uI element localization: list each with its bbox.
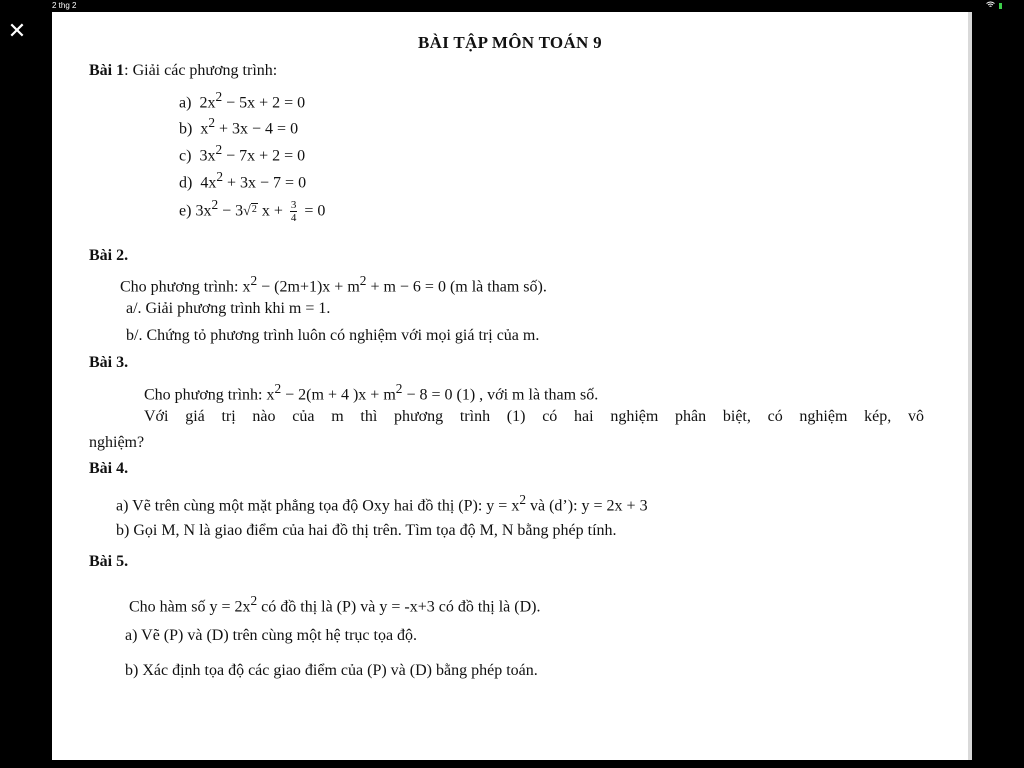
battery-icon [999,3,1002,9]
eq-term: x [200,120,209,138]
bai1-equation-e [179,197,325,224]
text-segment: − 2(m + 4 )x + m [281,386,396,404]
exponent: 2 [250,273,258,288]
bai2-line3: b/. Chứng tỏ phương trình luôn có nghiệm với mọi giá trị của m. [126,327,540,344]
text-segment: Cho phương trình: x [144,386,275,404]
bai5-heading: Bài 5. [89,553,129,570]
bai1-equation-b [179,115,298,138]
bai5-line-a: a) Vẽ (P) và (D) trên cùng một hệ trục tọa độ. [125,627,418,644]
eq-label: e) [179,202,192,220]
bai1-intro: : Giải các phương trình: [124,62,278,79]
page-edge [968,12,972,760]
eq-x: x + [257,202,287,220]
exponent: 2 [215,89,223,104]
bai1-label: Bài 1 [89,62,125,79]
eq-term: 4x [200,174,217,192]
eq-rest: + 3x − 4 = 0 [215,120,299,138]
fraction [290,199,298,224]
page-title: BÀI TẬP MÔN TOÁN 9 [418,33,602,52]
close-icon[interactable]: ✕ [7,19,27,44]
exponent: 2 [519,492,526,507]
bai4-heading: Bài 4. [89,460,129,477]
eq-rest: + 3x − 7 = 0 [223,174,307,192]
text-segment: − (2m+1)x + m [257,278,360,296]
eq-term: 2x [199,94,216,112]
bai2-line2: a/. Giải phương trình khi m = 1. [126,300,331,317]
bai3-heading: Bài 3. [89,354,129,371]
bai2-heading: Bài 2. [89,247,129,264]
exponent: 2 [359,273,367,288]
exponent: 2 [208,115,215,130]
bai1-equation-c [179,142,305,165]
exponent: 2 [211,197,219,212]
text-segment: − 8 = 0 (1) , với m là tham số. [402,386,599,404]
bai3-line1 [144,381,598,404]
bai1-equation-a [179,89,305,112]
exponent: 2 [216,169,223,184]
text-segment: và (d’): y = 2x + 3 [526,497,648,515]
sqrt-symbol: √$^2$ [243,204,257,220]
bai1-heading [89,62,277,80]
bai5-line1 [129,593,540,616]
bai1-equation-d [179,169,306,192]
text-segment: Cho hàm số y = 2x [129,598,251,616]
eq-label: d) [179,174,193,192]
text-segment: a) Vẽ trên cùng một mặt phẳng tọa độ Oxy hai đồ thị (P): y = x [116,497,520,515]
exponent: 2 [274,381,282,396]
status-time: 2 thg 2 [52,1,77,10]
text-segment: + m − 6 = 0 (m là tham số). [366,278,547,296]
bai4-line-b: b) Gọi M, N là giao điểm của hai đồ thị trên. Tìm tọa độ M, N bằng phép tính. [116,522,617,539]
text-segment: có đồ thị là (P) và y = -x+3 có đồ thị là (D). [257,598,541,616]
exponent: 2 [250,593,258,608]
bai3-line3: nghiệm? [89,434,145,451]
eq-rest: − 7x + 2 = 0 [222,147,306,165]
eq-label: c) [179,147,192,165]
exponent: 2 [215,142,223,157]
text-segment: Cho phương trình: x [120,278,251,296]
bai5-line-b: b) Xác định tọa độ các giao điểm của (P) và (D) bằng phép toán. [125,662,538,679]
bai3-line2: Với giá trị nào của m thì phương trình (1) có hai nghiệm phân biệt, có nghiệm kép, vô [144,408,924,425]
eq-mid: − 3 [218,202,244,220]
eq-end: = 0 [300,202,326,220]
document-page [52,12,968,760]
eq-label: b) [179,120,193,138]
bai2-line1 [120,273,547,296]
radicand: 2 [251,204,257,216]
bai4-line-a [116,492,648,515]
eq-rest: − 5x + 2 = 0 [222,94,306,112]
exponent: 2 [395,381,403,396]
fraction-numerator: 3 [290,199,297,212]
status-icons [986,1,1002,10]
fraction-denominator: 4 [290,212,297,225]
eq-term: 3x [199,147,216,165]
eq-term: 3x [195,202,212,220]
wifi-icon [986,1,995,10]
eq-label: a) [179,94,192,112]
